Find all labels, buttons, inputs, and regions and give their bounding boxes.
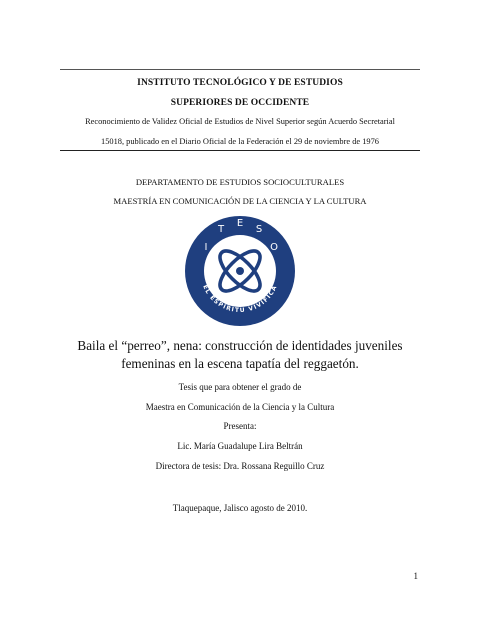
- place-and-date: Tlaquepaque, Jalisco agosto de 2010.: [172, 503, 308, 513]
- thesis-title-line-2: femeninas en la escena tapatía del reggaetón.: [121, 356, 359, 371]
- recognition-line-2: 15018, publicado en el Diario Oficial de la Federación el 29 de noviembre de 1976: [101, 137, 379, 146]
- iteso-logo: [184, 215, 296, 327]
- recognition-line-1: Reconocimiento de Validez Oficial de Estudios de Nivel Superior según Acuerdo Secretarial: [85, 117, 395, 126]
- author-name: Lic. María Guadalupe Lira Beltrán: [177, 441, 303, 451]
- logo-letter: I: [204, 242, 208, 253]
- thesis-director: Directora de tesis: Dra. Rossana Reguillo Cruz: [155, 461, 325, 471]
- program-name: MAESTRÍA EN COMUNICACIÓN DE LA CIENCIA Y LA CULTURA: [113, 196, 367, 206]
- department-name: DEPARTAMENTO DE ESTUDIOS SOCIOCULTURALES: [135, 177, 345, 187]
- logo-letter: O: [270, 242, 278, 253]
- page-number: 1: [413, 571, 418, 581]
- logo-letter: S: [255, 224, 263, 235]
- purpose-line-1: Tesis que para obtener el grado de: [178, 382, 302, 392]
- institution-line-1: INSTITUTO TECNOLÓGICO Y DE ESTUDIOS: [137, 78, 343, 88]
- presents-label: Presenta:: [223, 421, 257, 431]
- logo-motto: EL ESPIRITU VIVIFICA: [201, 283, 279, 315]
- top-rule: [60, 69, 420, 70]
- logo-letter: T: [217, 224, 225, 235]
- logo-letter: E: [236, 218, 244, 229]
- institution-line-2: SUPERIORES DE OCCIDENTE: [170, 98, 310, 108]
- purpose-line-2: Maestra en Comunicación de la Ciencia y la Cultura: [145, 402, 335, 412]
- header-divider: [60, 150, 420, 151]
- logo-nucleus: [236, 267, 244, 275]
- thesis-title-line-1: Baila el “perreo”, nena: construcción de identidades juveniles: [77, 338, 403, 353]
